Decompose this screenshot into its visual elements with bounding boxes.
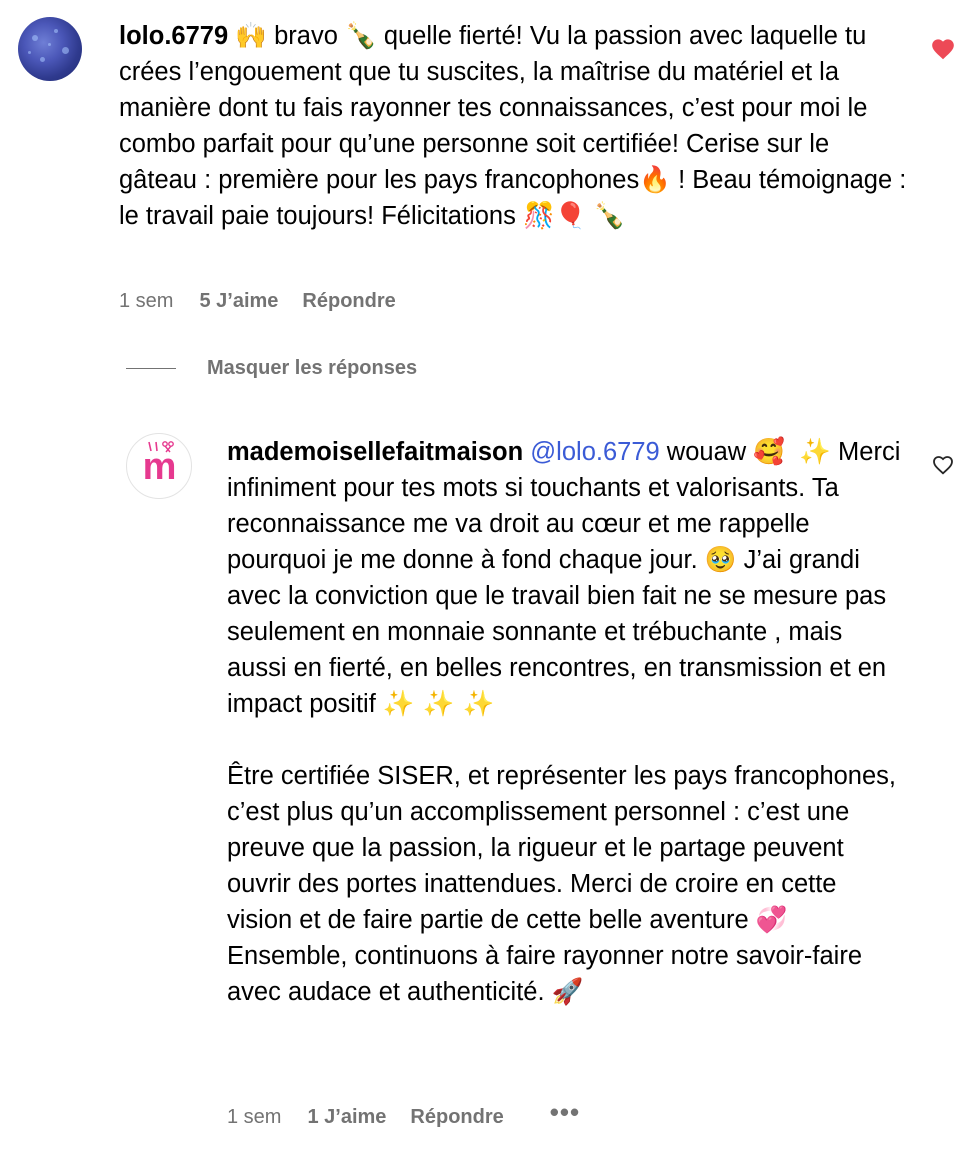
pleading-face-emoji: 🥹 (704, 545, 737, 575)
hide-replies-button[interactable] (126, 357, 417, 380)
sparkles-emoji: ✨ (799, 437, 831, 467)
two-hearts-emoji: 💞 (755, 905, 788, 935)
avatar[interactable] (18, 17, 82, 81)
champagne-emoji: 🍾 (344, 21, 377, 51)
divider-line (126, 368, 176, 370)
reply-time: 1 sem (227, 1106, 282, 1128)
comment-time: 1 sem (119, 290, 174, 312)
comment-username[interactable]: lolo.6779 (119, 22, 229, 50)
avatar[interactable] (126, 433, 192, 499)
reply-meta (227, 1097, 581, 1133)
comment-text: lolo.6779 🙌 bravo 🍾 quelle fierté! Vu la passion avec laquelle tu crées l’engouement que tu suscites, la maîtrise du matériel et la manière dont tu fais rayonner tes connaissances, c’est pour moi le combo parfait pour qu’une personne soit certifiée! Cerise sur le gâteau : première pour les pays francophones🔥 ! Beau témoignage : le travail paie toujours! Félicitations 🎊🎈 🍾 (119, 18, 909, 234)
more-options-icon[interactable]: ••• (549, 1097, 581, 1127)
sparkles-emoji: ✨ ✨ ✨ (382, 689, 495, 719)
heart-filled-icon (930, 36, 956, 60)
smiling-hearts-emoji: 🥰 (753, 437, 786, 467)
reply-button[interactable]: Répondre (410, 1106, 504, 1128)
fire-emoji: 🔥 (639, 165, 672, 195)
reply-button[interactable]: Répondre (302, 290, 396, 312)
rocket-emoji: 🚀 (551, 977, 584, 1007)
reply-likes-count[interactable]: 1 J’aime (307, 1106, 387, 1128)
raised-hands-emoji: 🙌 (235, 21, 267, 51)
balloon-emoji: 🎈 (554, 201, 587, 231)
brand-logo-letter: m (142, 446, 176, 488)
like-button[interactable] (931, 453, 955, 475)
reply-text: mademoisellefaitmaison @lolo.6779 wouaw 🥰 ✨ Merci infiniment pour tes mots si touchants et valorisants. Ta reconnaissance me va droit au cœur et me rappelle pourquoi je me donne à fond chaque jour. 🥹 J’ai grandi avec la conviction que le travail bien fait ne se mesure pas seulement en monnaie sonnante et trébuchante , mais aussi en fierté, en belles rencontres, en transmission et en impact positif ✨ ✨ ✨ Être certifiée SISER, et représenter les pays francophones, c’est plus qu’un accomplissement personnel : c’est une preuve que la passion, la rigueur et le partage peuvent ouvrir des portes inattendues. Merci de croire en cette vision et de faire partie de cette belle aventure 💞Ensemble, continuons à faire rayonner notre savoir-faire avec audace et authenticité. 🚀 (227, 434, 902, 1010)
reply-username[interactable]: mademoisellefaitmaison (227, 438, 524, 466)
hide-replies-label: Masquer les réponses (207, 357, 418, 379)
heart-outline-icon (931, 453, 955, 475)
mention-link[interactable]: @lolo.6779 (530, 438, 660, 466)
comment-likes-count[interactable]: 5 J’aime (199, 290, 279, 312)
like-button[interactable] (930, 36, 956, 60)
comment-meta (119, 290, 396, 313)
confetti-emoji: 🎊 (522, 201, 555, 231)
champagne-emoji: 🍾 (593, 201, 626, 231)
